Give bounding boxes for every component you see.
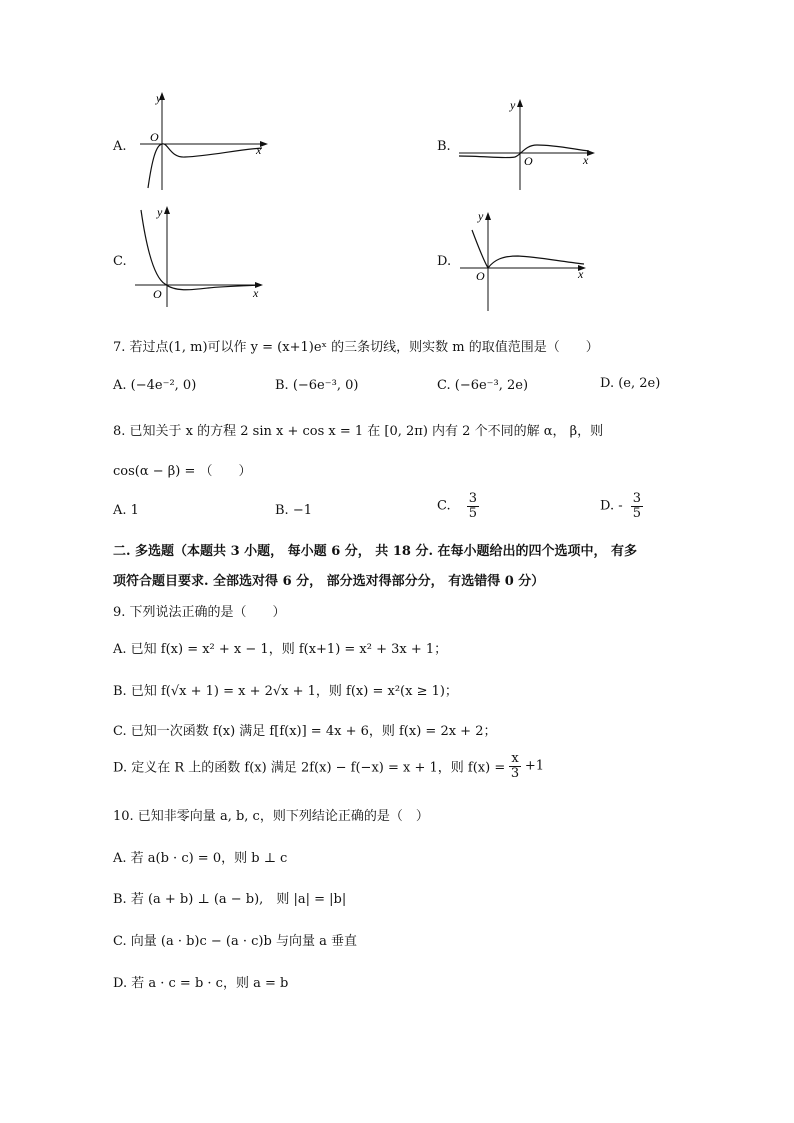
q8-option-b: B. −1 [275, 503, 312, 518]
q9-stem: 9. 下列说法正确的是（ ） [113, 605, 286, 620]
q7-option-c: C. (−6e⁻³, 2e) [437, 378, 529, 393]
graph-a [140, 90, 270, 195]
q10-option-c: C. 向量 (a · b)c − (a · c)b 与向量 a 垂直 [113, 934, 357, 949]
graph-d-x: x [578, 267, 584, 281]
graph-d-y: y [478, 209, 484, 223]
graph-a-label: A. [113, 139, 127, 154]
q9-option-d: D. 定义在 R 上的函数 f(x) 满足 2f(x) − f(−x) = x + 1，则 f(x) = $\frac{x}{3}$ +1 [113, 751, 545, 781]
q10-option-a: A. 若 a(b · c) = 0，则 b ⊥ c [113, 851, 288, 866]
graph-a-y: y [156, 91, 162, 105]
graph-c-y: y [157, 205, 163, 219]
graph-b-label: B. [437, 139, 451, 154]
graph-a-x: x [256, 143, 262, 157]
q9-option-c: C. 已知一次函数 f(x) 满足 f[f(x)] = 4x + 6，则 f(x) = 2x + 2； [113, 724, 497, 739]
q9-option-a: A. 已知 f(x) = x² + x − 1，则 f(x+1) = x² + 3x + 1； [113, 642, 448, 657]
q8-option-c: C. $\frac{3}{5}$ [437, 491, 478, 521]
graph-d [458, 206, 598, 314]
q7-option-b: B. (−6e⁻³, 0) [275, 378, 359, 393]
q7-stem: 7. 若过点(1, m)可以作 y = (x+1)eˣ 的三条切线，则实数 m 的取值范围是（ ） [113, 340, 599, 355]
q9-option-b: B. 已知 f(√x + 1) = x + 2√x + 1，则 f(x) = x²(x ≥ 1)； [113, 684, 458, 699]
graph-b-y: y [510, 98, 516, 112]
q10-option-d: D. 若 a · c = b · c，则 a = b [113, 976, 289, 991]
q10-option-b: B. 若 (a + b) ⊥ (a − b), 则 |a| = |b| [113, 892, 347, 907]
graph-c [133, 202, 273, 310]
graph-c-x: x [253, 286, 259, 300]
section2-line2: 项符合题目要求. 全部选对得 6 分， 部分选对得部分分， 有选错得 0 分） [113, 574, 545, 589]
graph-a-o: O [150, 130, 159, 144]
q8-option-a: A. 1 [113, 503, 139, 518]
graph-d-o: O [476, 269, 485, 283]
graph-b [455, 95, 600, 193]
graph-b-o: O [524, 154, 533, 168]
q7-option-d: D. (e, 2e) [600, 376, 661, 391]
graph-b-x: x [583, 153, 589, 167]
section2-line1: 二. 多选题（本题共 3 小题， 每小题 6 分， 共 18 分. 在每小题给出的四个选项中， 有多 [113, 544, 638, 559]
graph-d-label: D. [437, 254, 452, 269]
q7-option-a: A. (−4e⁻², 0) [113, 378, 197, 393]
q8-option-d: D. - $\frac{3}{5}$ [600, 491, 642, 521]
graph-c-label: C. [113, 254, 127, 269]
q10-stem: 10. 已知非零向量 a, b, c，则下列结论正确的是（ ） [113, 809, 429, 824]
graph-c-o: O [153, 287, 162, 301]
q8-stem-2: cos(α − β) = （ ） [113, 464, 252, 479]
q8-stem: 8. 已知关于 x 的方程 2 sin x + cos x = 1 在 [0, 2π) 内有 2 个不同的解 α， β，则 [113, 424, 604, 439]
